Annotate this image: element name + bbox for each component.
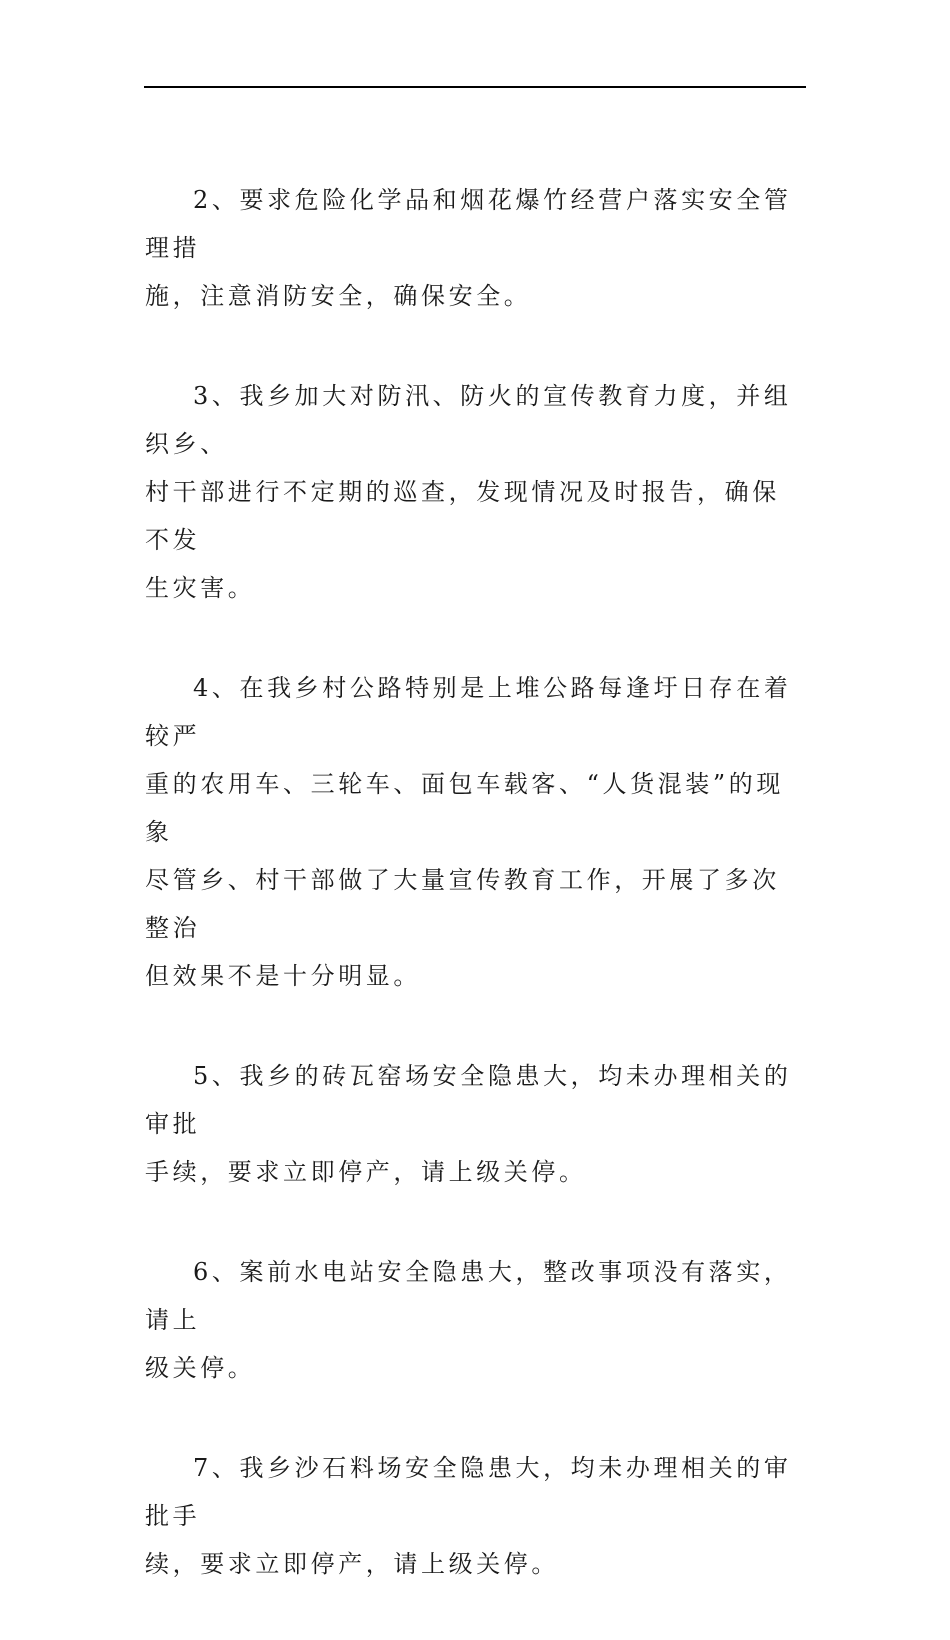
document-body xyxy=(145,176,807,1640)
paragraph-item-4: 4、在我乡村公路特别是上堆公路每逢圩日存在着较严 重的农用车、三轮车、面包车载客、“人货混装”的现象 尽管乡、村干部做了大量宣传教育工作，开展了多次整治 但效果不是十分明显。 xyxy=(145,674,792,990)
paragraph-item-6: 6、案前水电站安全隐患大，整改事项没有落实，请上 级关停。 xyxy=(145,1258,792,1382)
paragraph-item-7: 7、我乡沙石料场安全隐患大，均未办理相关的审批手 续，要求立即停产，请上级关停。 xyxy=(145,1454,792,1578)
header-rule xyxy=(144,86,806,88)
paragraph-item-3: 3、我乡加大对防汛、防火的宣传教育力度，并组织乡、 村干部进行不定期的巡查，发现情况及时报告，确保不发 生灾害。 xyxy=(145,382,792,602)
paragraph-item-2: 2、要求危险化学品和烟花爆竹经营户落实安全管理措 施，注意消防安全，确保安全。 xyxy=(145,186,792,310)
paragraph-item-5: 5、我乡的砖瓦窑场安全隐患大，均未办理相关的审批 手续，要求立即停产，请上级关停。 xyxy=(145,1062,792,1186)
